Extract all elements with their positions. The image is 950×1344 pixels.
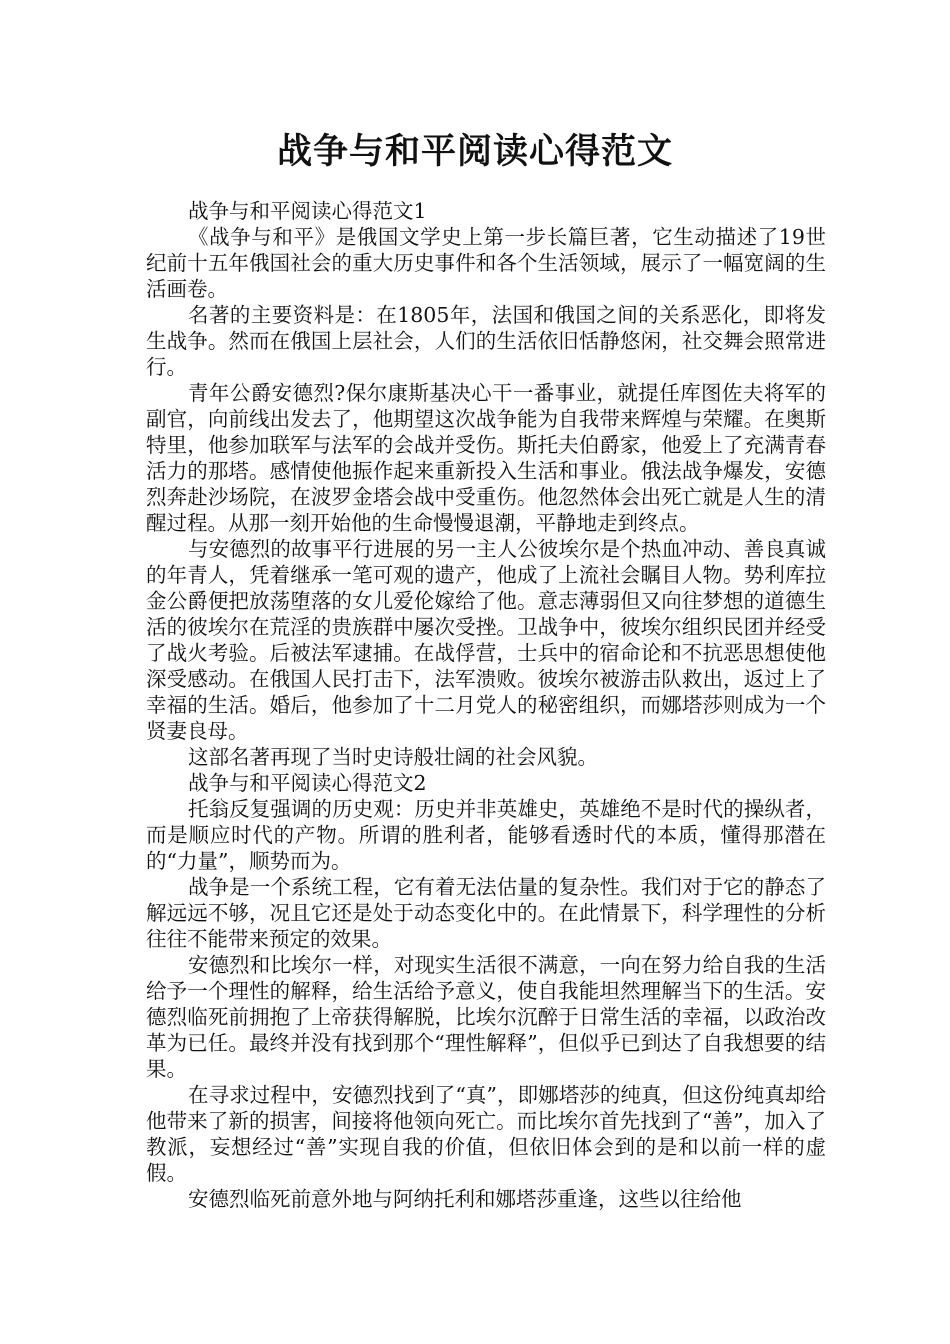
paragraph: 战争是一个系统工程，它有着无法估量的复杂性。我们对于它的静态了解远远不够，况且它还是处于动态变化中的。在此情景下，科学理性的分析往往不能带来预定的效果。	[146, 875, 826, 951]
section-heading-2: 战争与和平阅读心得范文2	[188, 771, 427, 795]
paragraph: 在寻求过程中，安德烈找到了“真”，即娜塔莎的纯真，但这份纯真却给他带来了新的损害，间接将他领向死亡。而比埃尔首先找到了“善”，加入了教派，妄想经过“善”实现自我的价值，但依旧体会到的是和以前一样的虚假。	[146, 1083, 826, 1185]
document-body	[146, 198, 826, 1212]
section-heading-1: 战争与和平阅读心得范文1	[188, 199, 427, 223]
paragraph: 《战争与和平》是俄国文学史上第一步长篇巨著，它生动描述了19世纪前十五年俄国社会的重大历史事件和各个生活领域，展示了一幅宽阔的生活画卷。	[146, 225, 826, 301]
page-title: 战争与和平阅读心得范文	[276, 131, 673, 172]
paragraph: 青年公爵安德烈?保尔康斯基决心干一番事业，就提任库图佐夫将军的副官，向前线出发去了，他期望这次战争能为自我带来辉煌与荣耀。在奥斯特里，他参加联军与法军的会战并受伤。斯托夫伯爵家，他爱上了充满青春活力的那塔。感情使他振作起来重新投入生活和事业。俄法战争爆发，安德烈奔赴沙场院，在波罗金塔会战中受重伤。他忽然体会出死亡就是人生的清醒过程。从那一刻开始他的生命慢慢退潮，平静地走到终点。	[146, 381, 826, 535]
paragraph: 名著的主要资料是：在1805年，法国和俄国之间的关系恶化，即将发生战争。然而在俄国上层社会，人们的生活依旧恬静悠闲，社交舞会照常进行。	[146, 303, 826, 379]
paragraph: 安德烈临死前意外地与阿纳托利和娜塔莎重逢，这些以往给他	[188, 1187, 742, 1211]
paragraph: 与安德烈的故事平行进展的另一主人公彼埃尔是个热血冲动、善良真诚的年青人，凭着继承一笔可观的遗产，他成了上流社会瞩目人物。势利库拉金公爵便把放荡堕落的女儿爱伦嫁给了他。意志薄弱但又向往梦想的道德生活的彼埃尔在荒淫的贵族群中屡次受挫。卫战争中，彼埃尔组织民团并经受了战火考验。后被法军逮捕。在战俘营，士兵中的宿命论和不抗恶思想使他深受感动。在俄国人民打击下，法军溃败。彼埃尔被游击队救出，返过上了幸福的生活。婚后，他参加了十二月党人的秘密组织，而娜塔莎则成为一个贤妻良母。	[146, 537, 826, 743]
paragraph: 安德烈和比埃尔一样，对现实生活很不满意，一向在努力给自我的生活给予一个理性的解释，给生活给予意义，使自我能坦然理解当下的生活。安德烈临死前拥抱了上帝获得解脱，比埃尔沉醉于日常生活的幸福，以政治改革为已任。最终并没有找到那个“理性解释”，但似乎已到达了自我想要的结果。	[146, 953, 826, 1081]
paragraph: 托翁反复强调的历史观：历史并非英雄史，英雄绝不是时代的操纵者，而是顺应时代的产物。所谓的胜利者，能够看透时代的本质，懂得那潜在的“力量”，顺势而为。	[146, 797, 826, 873]
paragraph: 这部名著再现了当时史诗般壮阔的社会风貌。	[188, 745, 598, 769]
